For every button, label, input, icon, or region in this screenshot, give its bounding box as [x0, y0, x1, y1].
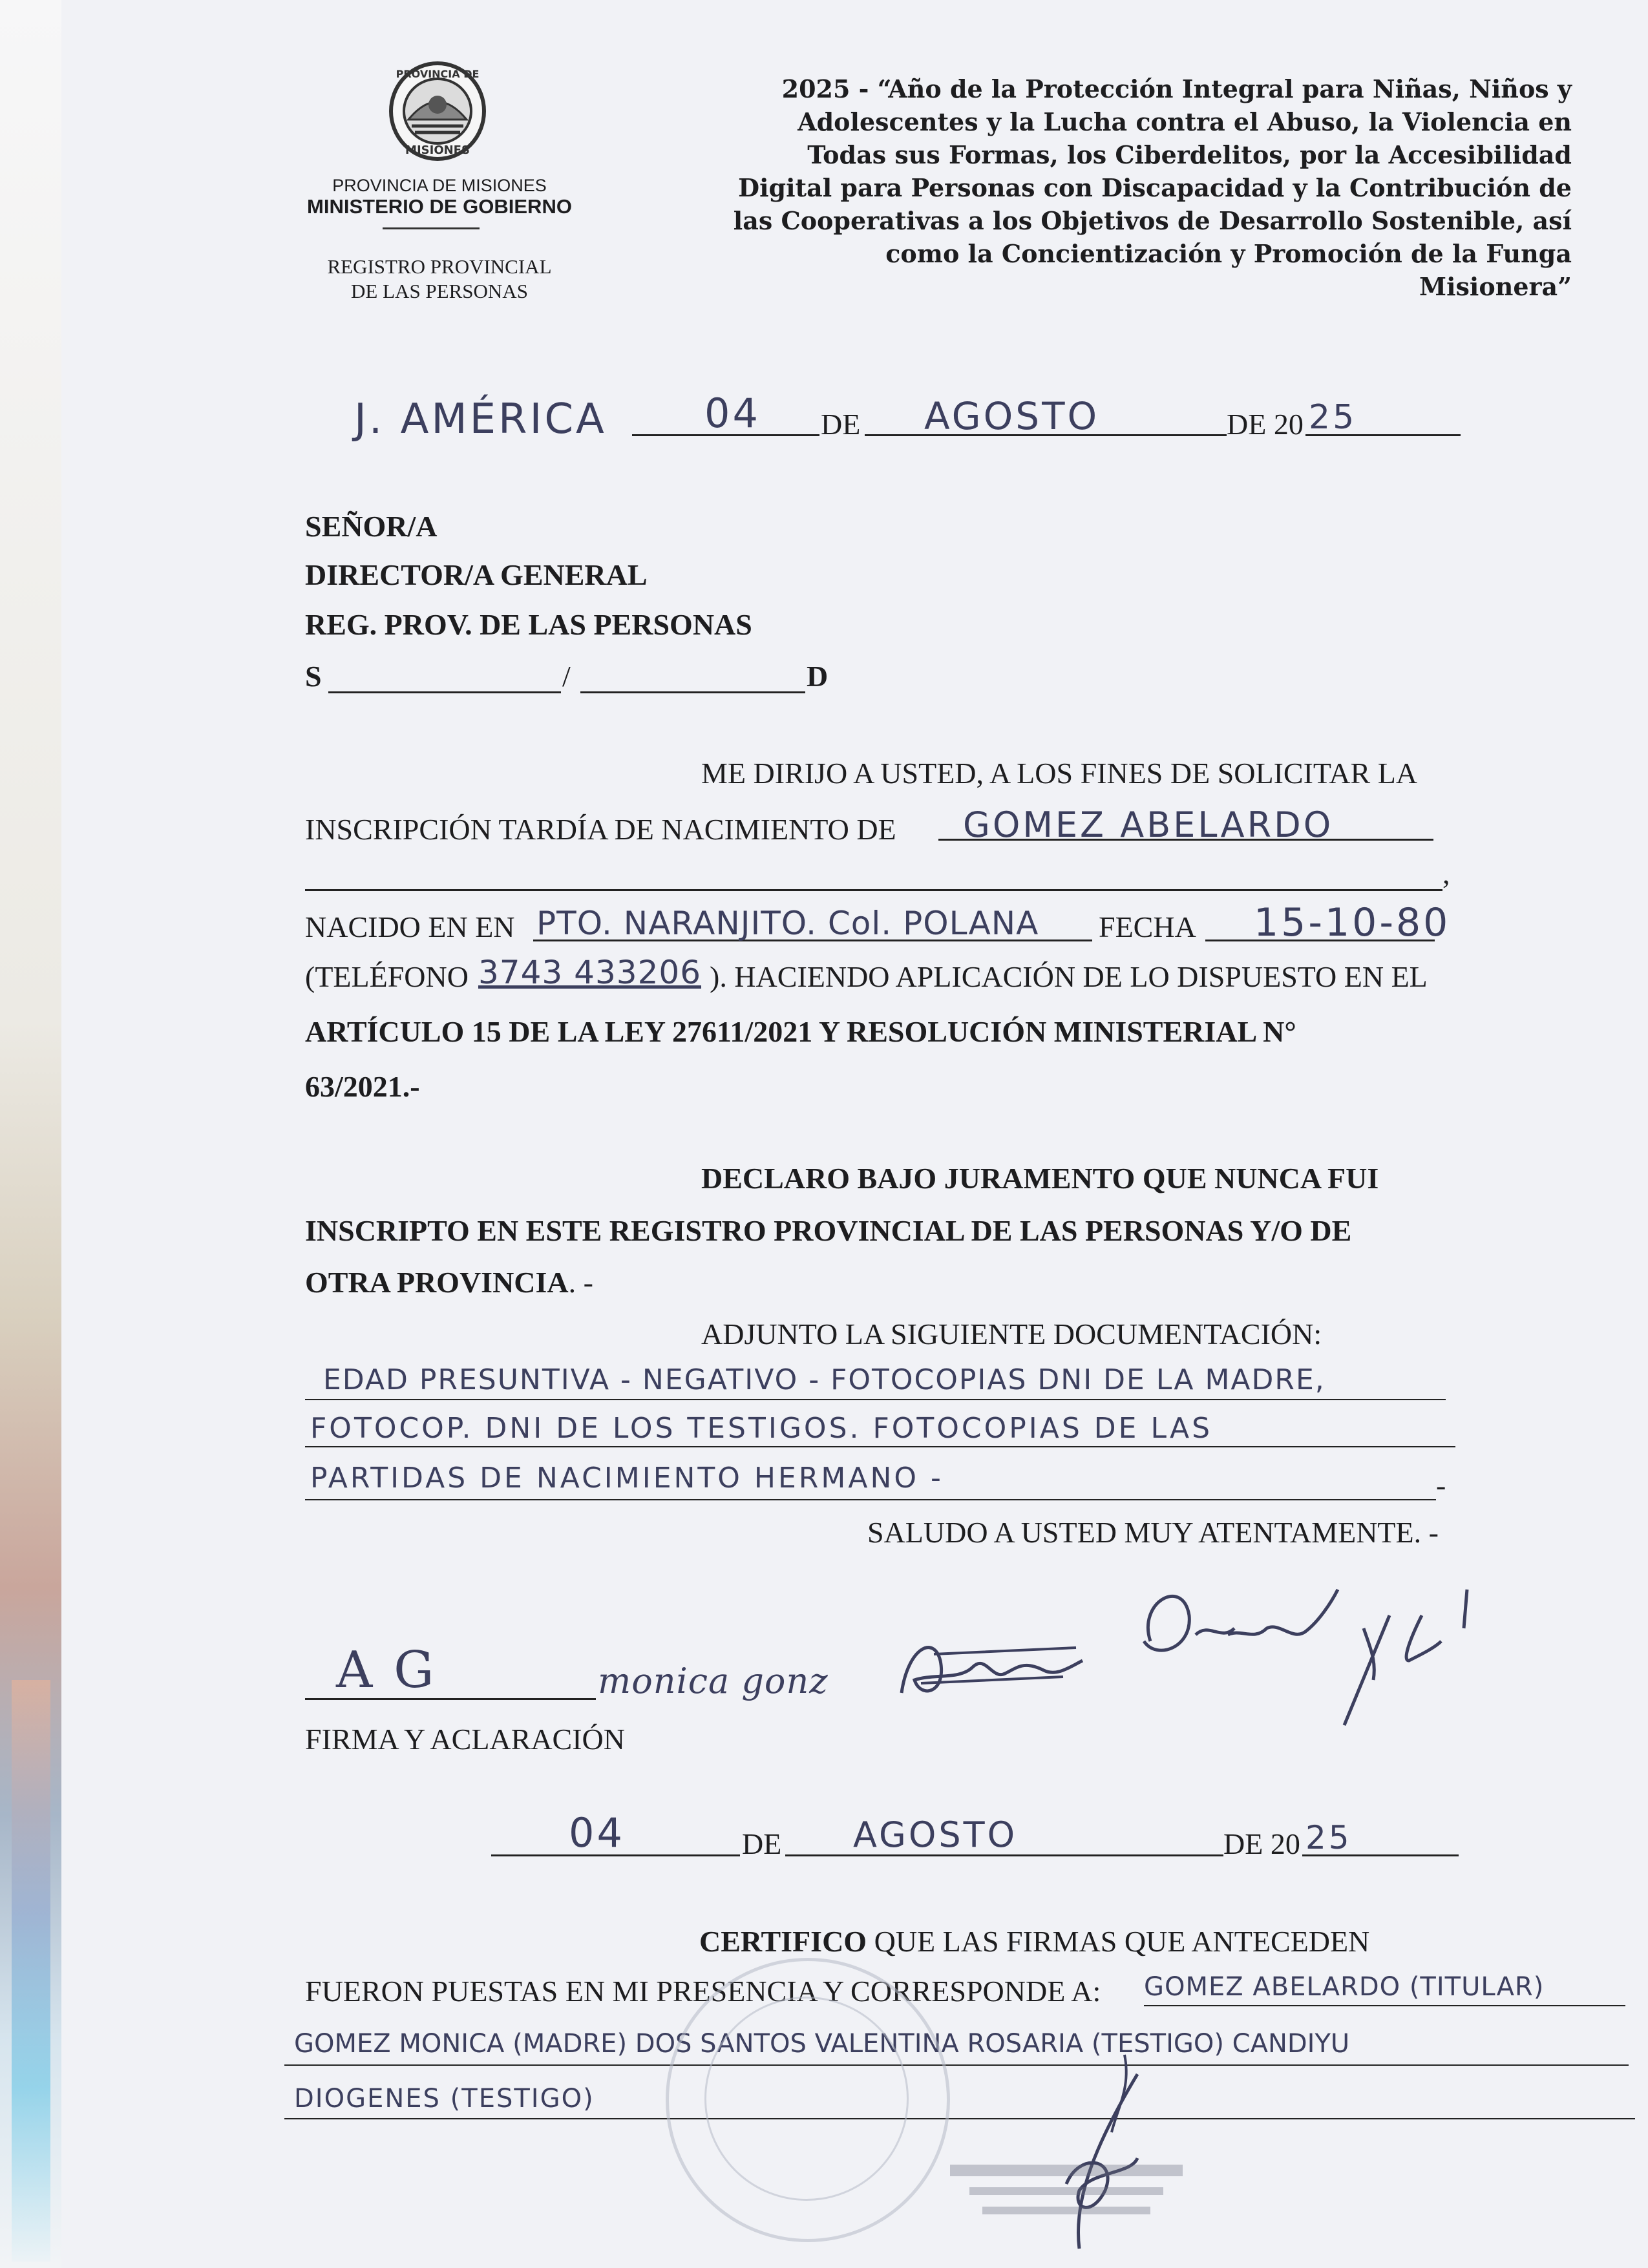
- month-handwritten: AGOSTO: [924, 394, 1100, 438]
- signature-monica: monica gonz: [598, 1661, 829, 1701]
- certification-line2: FUERON PUESTAS EN MI PRESENCIA Y CORRESPONDE A:: [305, 1975, 1101, 2008]
- declaration-line1: DECLARO BAJO JURAMENTO QUE NUNCA FUI: [701, 1162, 1379, 1195]
- attachment-line3: [305, 1499, 1436, 1500]
- birthdate-handwritten: 15-10-80: [1254, 900, 1451, 945]
- after-phone-text: ). HACIENDO APLICACIÓN DE LO DISPUESTO EN EL: [710, 960, 1428, 993]
- attachment-text1: EDAD PRESUNTIVA - NEGATIVO - FOTOCOPIAS DNI DE LA MADRE,: [323, 1363, 1326, 1396]
- phone-handwritten: 3743 433206: [478, 954, 702, 991]
- declaration-line3-bold: OTRA PROVINCIA: [305, 1266, 569, 1299]
- declaration-line3: [305, 1265, 593, 1299]
- place-handwritten: J. AMÉRICA: [354, 395, 607, 443]
- applicant-name-handwritten: GOMEZ ABELARDO: [963, 804, 1334, 845]
- certification-line1-rest: QUE LAS FIRMAS QUE ANTECEDEN: [867, 1925, 1370, 1958]
- mirrored-stamp-ghost: [944, 2158, 1189, 2236]
- name-comma: ,: [1442, 857, 1450, 890]
- header-divider: [383, 227, 480, 229]
- de-year-label-1: DE 20: [1227, 408, 1304, 441]
- closing-salutation: SALUDO A USTED MUY ATENTAMENTE. -: [867, 1516, 1439, 1549]
- witness-signature-scribble: [895, 1622, 1089, 1712]
- attachment-dash: -: [1436, 1469, 1446, 1502]
- year-handwritten: 25: [1309, 398, 1357, 437]
- ministry-name: MINISTERIO DE GOBIERNO: [307, 195, 572, 218]
- svg-text:MISIONES: MISIONES: [405, 143, 470, 157]
- attachment-text3: PARTIDAS DE NACIMIENTO HERMANO -: [310, 1462, 944, 1495]
- month-handwritten-2: AGOSTO: [853, 1814, 1018, 1855]
- day-handwritten: 04: [704, 390, 761, 437]
- attachment-text2: FOTOCOP. DNI DE LOS TESTIGOS. FOTOCOPIAS DE LAS: [310, 1412, 1213, 1445]
- certified-person-3: DIOGENES (TESTIGO): [294, 2084, 595, 2114]
- day-handwritten-2: 04: [569, 1809, 625, 1856]
- registry-name-line2: DE LAS PERSONAS: [351, 280, 528, 302]
- resolution-number: 63/2021.-: [305, 1070, 420, 1103]
- attachment-line1: [305, 1399, 1446, 1400]
- certified-person-1: GOMEZ ABELARDO (TITULAR): [1144, 1972, 1545, 2002]
- recipient-line1: SEÑOR/A: [305, 510, 438, 543]
- recipient-slash: /: [562, 660, 571, 693]
- attachment-line2: [305, 1446, 1455, 1447]
- recipient-s: S: [305, 660, 322, 693]
- certified-persons-2: GOMEZ MONICA (MADRE) DOS SANTOS VALENTINA ROSARIA (TESTIGO) CANDIYU: [294, 2029, 1350, 2059]
- recipient-line2: DIRECTOR/A GENERAL: [305, 558, 648, 591]
- firma-aclaracion-label: FIRMA Y ACLARACIÓN: [305, 1723, 625, 1756]
- name-continuation-line: [305, 889, 1442, 891]
- certifico-bold: CERTIFICO: [699, 1925, 867, 1958]
- scan-color-artifact: [12, 1680, 50, 2262]
- recipient-line-left: [328, 691, 561, 693]
- certification-underline-1: [1144, 2005, 1625, 2006]
- recipient-line-right: [580, 691, 805, 693]
- signature-line: [305, 1698, 596, 1700]
- registry-name-line1: REGISTRO PROVINCIAL: [327, 255, 552, 278]
- official-stamp-inner: [704, 1997, 909, 2201]
- birthplace-handwritten: PTO. NARANJITO. Col. POLANA: [536, 905, 1039, 942]
- witness-signature-scribble-2: [1131, 1564, 1493, 1732]
- law-reference: ARTÍCULO 15 DE LA LEY 27611/2021 Y RESOLUCIÓN MINISTERIAL N°: [305, 1015, 1296, 1048]
- request-intro: ME DIRIJO A USTED, A LOS FINES DE SOLICITAR LA: [701, 757, 1418, 790]
- certification-underline-2: [284, 2064, 1629, 2066]
- signature-initials: A G: [336, 1641, 437, 1699]
- certification-underline-3: [284, 2118, 1635, 2119]
- inscripcion-label: INSCRIPCIÓN TARDÍA DE NACIMIENTO DE: [305, 813, 896, 846]
- nacido-label: NACIDO EN EN: [305, 910, 515, 943]
- recipient-d: D: [807, 660, 829, 693]
- de-label-1: DE: [821, 408, 861, 441]
- year-handwritten-2: 25: [1305, 1819, 1352, 1856]
- svg-text:PROVINCIA DE: PROVINCIA DE: [396, 68, 480, 80]
- certification-line1: [699, 1924, 1369, 1958]
- attachments-label: ADJUNTO LA SIGUIENTE DOCUMENTACIÓN:: [701, 1318, 1322, 1350]
- declaration-line3-end: . -: [568, 1266, 593, 1299]
- official-year-motto: 2025 - “Año de la Protección Integral para Niñas, Niños y Adolescentes y la Lucha contra el Abuso, la Violencia en Todas sus Formas, los Ciberdelitos, por la Accesibilidad Digital para Personas con Discapacidad y la Contribución de las Cooperativas a los Objetivos de Desarrollo Sostenible, así como la Concientización y Promoción de la Funga Misionera”: [733, 74, 1572, 301]
- recipient-line3: REG. PROV. DE LAS PERSONAS: [305, 608, 752, 641]
- telefono-label: (TELÉFONO: [305, 960, 469, 993]
- de-year-label-2: DE 20: [1223, 1827, 1300, 1860]
- declaration-line2: INSCRIPTO EN ESTE REGISTRO PROVINCIAL DE LAS PERSONAS Y/O DE: [305, 1214, 1352, 1247]
- de-label-2: DE: [742, 1827, 782, 1860]
- province-name: PROVINCIA DE MISIONES: [332, 176, 547, 195]
- provincial-crest-logo: [383, 58, 492, 165]
- fecha-label: FECHA: [1099, 910, 1196, 943]
